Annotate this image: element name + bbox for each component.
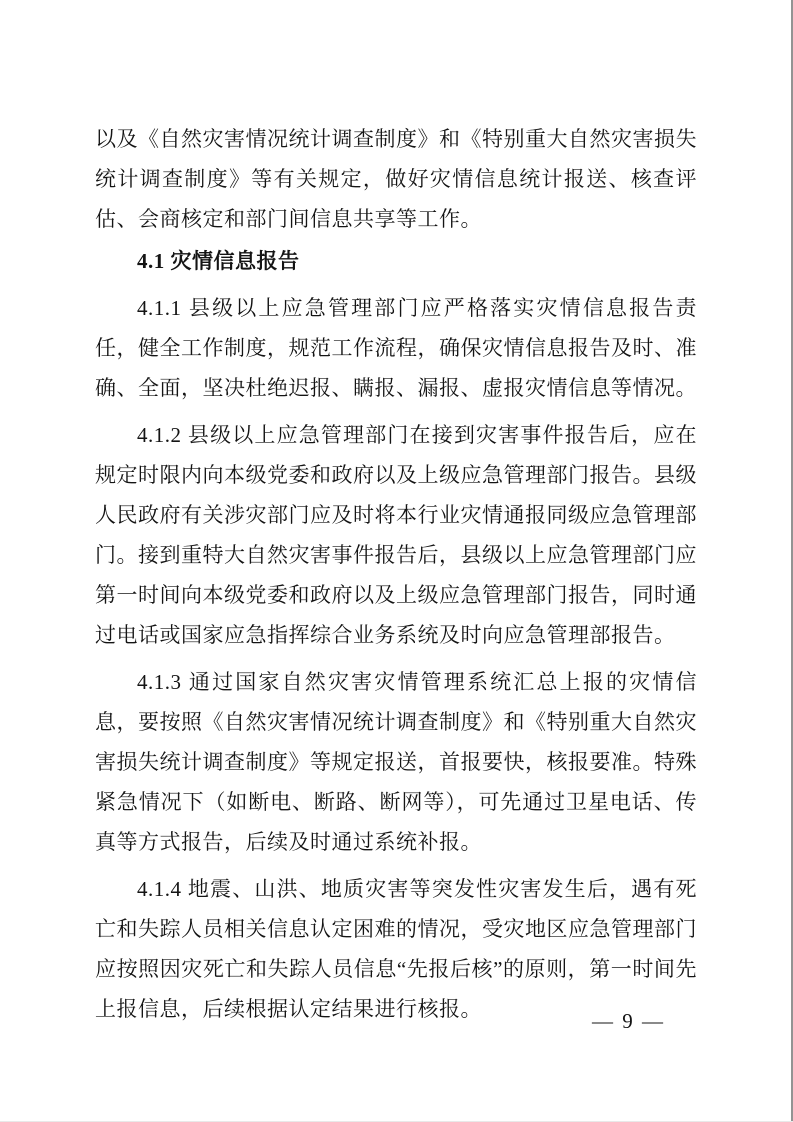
paragraph-clause-4-1-1: 4.1.1 县级以上应急管理部门应严格落实灾情信息报告责任，健全工作制度，规范工作流程，确保灾情信息报告及时、准确、全面，坚决杜绝迟报、瞒报、漏报、虚报灾情信息等情况。 (95, 296, 697, 400)
paragraph-clause-4-1-2: 4.1.2 县级以上应急管理部门在接到灾害事件报告后，应在规定时限内向本级党委和政府以及上级应急管理部门报告。县级人民政府有关涉灾部门应及时将本行业灾情通报同级应急管理部门。接到重特大自然灾害事件报告后，县级以上应急管理部门应第一时间向本级党委和政府以及上级应急管理部门报告，同时通过电话或国家应急指挥综合业务系统及时向应急管理部报告。 (95, 423, 697, 647)
page-number: — 9 — (592, 1009, 665, 1033)
paragraph-clause-4-1-3: 4.1.3 通过国家自然灾害灾情管理系统汇总上报的灾情信息，要按照《自然灾害情况统计调查制度》和《特别重大自然灾害损失统计调查制度》等规定报送，首报要快，核报要准。特殊紧急情况下（如断电、断路、断网等），可先通过卫星电话、传真等方式报告，后续及时通过系统补报。 (95, 670, 697, 854)
paragraph-intro-continuation: 以及《自然灾害情况统计调查制度》和《特别重大自然灾害损失统计调查制度》等有关规定，做好灾情信息统计报送、核查评估、会商核定和部门间信息共享等工作。 (95, 127, 697, 231)
section-heading-4-1: 4.1 灾情信息报告 (137, 249, 300, 273)
text-block (95, 119, 697, 1029)
paragraph-clause-4-1-4: 4.1.4 地震、山洪、地质灾害等突发性灾害发生后，遇有死亡和失踪人员相关信息认定困难的情况，受灾地区应急管理部门应按照因灾死亡和失踪人员信息“先报后核”的原则，第一时间先上报信息，后续根据认定结果进行核报。 (95, 877, 697, 1021)
